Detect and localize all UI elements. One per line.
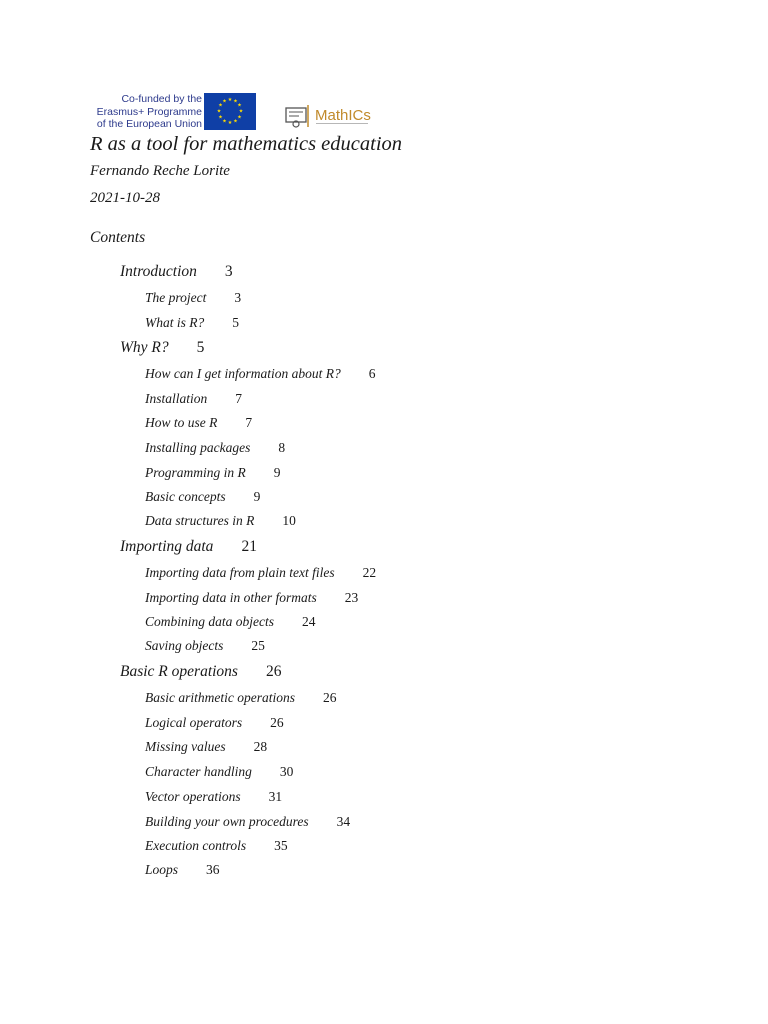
svg-text:★: ★ — [222, 98, 227, 105]
toc-entry-page: 34 — [336, 814, 351, 829]
toc-entry-title: Missing values — [145, 739, 226, 754]
toc-entry-title: Loops — [145, 862, 179, 877]
mathics-wordmark: MathICs — [315, 107, 371, 124]
erasmus-logo — [90, 93, 256, 131]
erasmus-text-line: of the European Union — [96, 118, 202, 130]
toc-entry-other-formats[interactable] — [145, 590, 358, 606]
toc-entry-saving-objects[interactable] — [145, 638, 265, 654]
toc-entry-title: Importing data in other formats — [145, 590, 317, 605]
toc-entry-installing-packages[interactable] — [145, 440, 285, 456]
toc-entry-title: Basic arithmetic operations — [145, 690, 295, 705]
toc-entry-title: Installing packages — [145, 440, 251, 455]
toc-entry-vector-operations[interactable] — [145, 789, 282, 805]
toc-entry-installation[interactable] — [145, 391, 242, 407]
toc-entry-why-r[interactable] — [120, 339, 204, 357]
toc-entry-title: Importing data — [120, 538, 214, 555]
toc-entry-page: 7 — [245, 415, 253, 430]
toc-entry-page: 5 — [232, 315, 239, 330]
toc-entry-data-structures[interactable] — [145, 513, 296, 529]
toc-entry-page: 9 — [273, 465, 281, 480]
toc-entry-page: 26 — [322, 690, 337, 705]
toc-entry-what-is-r[interactable] — [145, 315, 239, 331]
svg-text:★: ★ — [237, 102, 242, 109]
toc-entry-own-procedures[interactable] — [145, 814, 350, 830]
svg-text:★: ★ — [233, 98, 238, 105]
contents-heading: Contents — [90, 229, 146, 246]
svg-text:★: ★ — [227, 120, 233, 126]
toc-entry-title: Vector operations — [145, 789, 241, 804]
toc-entry-title: Introduction — [120, 263, 197, 280]
toc-entry-page: 36 — [206, 862, 220, 877]
toc-entry-title: Basic concepts — [145, 489, 226, 504]
toc-entry-title: Combining data objects — [145, 614, 274, 629]
toc-entry-character-handling[interactable] — [145, 764, 293, 780]
toc-entry-page: 26 — [270, 715, 284, 730]
toc-entry-page: 30 — [279, 764, 294, 779]
toc-entry-title: Logical operators — [145, 715, 243, 730]
toc-entry-information-about-r[interactable] — [145, 366, 376, 382]
document-date: 2021-10-28 — [90, 190, 160, 206]
erasmus-text-line: Erasmus+ Programme — [96, 105, 202, 118]
toc-entry-title: The project — [145, 290, 207, 305]
svg-text:★: ★ — [218, 102, 223, 109]
erasmus-text-line: Co-funded by the — [121, 93, 202, 105]
toc-entry-importing-data[interactable] — [120, 538, 257, 556]
toc-entry-page: 10 — [282, 513, 296, 528]
toc-entry-programming-in-r[interactable] — [145, 465, 281, 481]
svg-text:★: ★ — [222, 118, 227, 125]
toc-entry-page: 7 — [235, 391, 243, 406]
toc-entry-missing-values[interactable] — [145, 739, 267, 755]
toc-entry-execution-controls[interactable] — [145, 838, 288, 854]
toc-entry-page: 24 — [302, 614, 316, 629]
toc-entry-title: Installation — [145, 391, 208, 406]
toc-entry-page: 35 — [274, 838, 288, 853]
toc-entry-page: 31 — [268, 789, 283, 804]
toc-entry-page: 3 — [224, 263, 233, 280]
mathics-emblem-icon — [284, 103, 312, 129]
toc-entry-the-project[interactable] — [145, 290, 241, 306]
toc-entry-title: Programming in R — [145, 465, 246, 480]
toc-entry-basic-r-operations[interactable] — [120, 663, 281, 681]
mathics-logo — [284, 103, 370, 131]
toc-entry-title: What is R? — [145, 315, 205, 330]
toc-entry-plain-text-files[interactable] — [145, 565, 376, 581]
svg-text:★: ★ — [238, 108, 244, 115]
toc-entry-logical-operators[interactable] — [145, 715, 284, 731]
toc-entry-page: 8 — [278, 440, 286, 455]
toc-entry-arithmetic-operations[interactable] — [145, 690, 336, 706]
eu-flag-icon — [204, 93, 256, 130]
toc-entry-page: 3 — [234, 290, 242, 305]
toc-entry-page: 9 — [253, 489, 261, 504]
toc-entry-page: 21 — [241, 538, 257, 555]
toc-entry-title: Basic R operations — [120, 663, 238, 680]
svg-text:★: ★ — [216, 108, 222, 115]
toc-entry-title: Execution controls — [145, 838, 247, 853]
svg-text:★: ★ — [237, 114, 242, 121]
toc-entry-introduction[interactable] — [120, 263, 233, 281]
toc-entry-title: Importing data from plain text files — [145, 565, 335, 580]
toc-entry-page: 26 — [265, 663, 282, 680]
toc-entry-page: 28 — [253, 739, 268, 754]
toc-entry-page: 25 — [251, 638, 265, 653]
toc-entry-title: Building your own procedures — [145, 814, 309, 829]
mathics-underline — [316, 123, 368, 127]
toc-entry-page: 6 — [368, 366, 376, 381]
svg-text:★: ★ — [218, 114, 223, 121]
toc-entry-how-to-use-r[interactable] — [145, 415, 252, 431]
toc-entry-title: Why R? — [120, 339, 169, 356]
toc-entry-page: 22 — [362, 565, 377, 580]
toc-entry-title: How can I get information about R? — [145, 366, 341, 381]
author-name: Fernando Reche Lorite — [90, 163, 230, 179]
toc-entry-title: Character handling — [145, 764, 252, 779]
toc-entry-title: How to use R — [145, 415, 218, 430]
erasmus-logo-text — [90, 93, 202, 131]
toc-entry-title: Data structures in R — [145, 513, 255, 528]
toc-entry-basic-concepts[interactable] — [145, 489, 260, 505]
svg-text:★: ★ — [227, 97, 233, 103]
toc-entry-page: 23 — [344, 590, 359, 605]
svg-text:★: ★ — [233, 118, 238, 125]
toc-entry-title: Saving objects — [145, 638, 224, 653]
toc-entry-loops[interactable] — [145, 862, 220, 878]
toc-entry-combining-data[interactable] — [145, 614, 316, 630]
toc-entry-page: 5 — [196, 339, 205, 356]
document-title: R as a tool for mathematics education — [90, 133, 403, 155]
